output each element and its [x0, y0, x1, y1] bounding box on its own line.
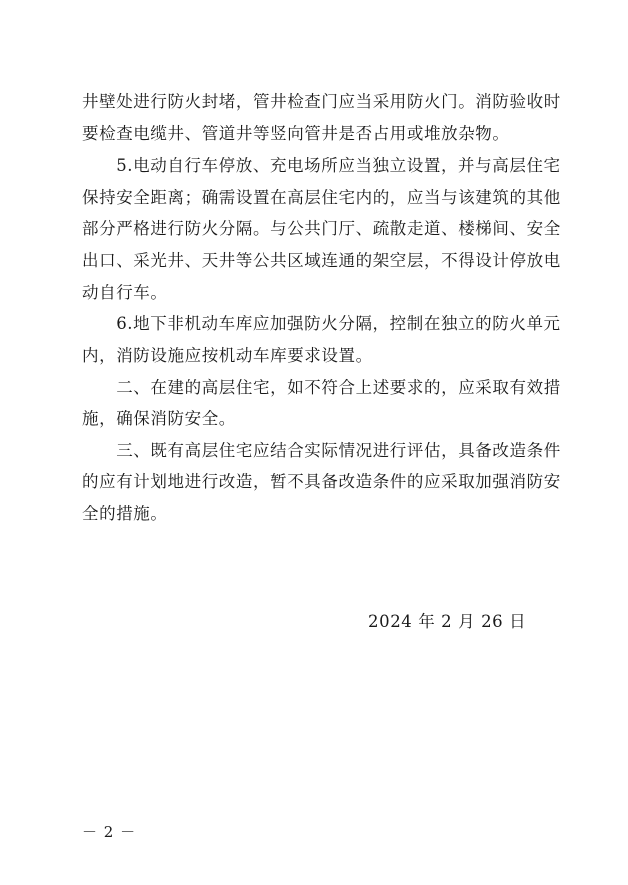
body-text-line: 出口、采光井、天井等公共区域连通的架空层，不得设计停放电	[82, 251, 561, 270]
body-text-line: 部分严格进行防火分隔。与公共门厅、疏散走道、楼梯间、安全	[82, 219, 561, 238]
body-text-line: 三、既有高层住宅应结合实际情况进行评估，具备改造条件	[82, 441, 561, 460]
document-date: 2024 年 2 月 26 日	[368, 612, 527, 631]
body-text-line: 全的措施。	[82, 504, 168, 523]
body-text-line: 6.地下非机动车库应加强防火分隔，控制在独立的防火单元	[82, 314, 561, 333]
body-text-line: 内，消防设施应按机动车库要求设置。	[82, 346, 373, 365]
body-text-line: 5.电动自行车停放、充电场所应当独立设置，并与高层住宅	[82, 156, 561, 175]
body-text-line: 要检查电缆井、管道井等竖向管井是否占用或堆放杂物。	[82, 124, 510, 143]
body-text-line: 的应有计划地进行改造，暂不具备改造条件的应采取加强消防安	[82, 472, 561, 491]
page-number: － 2 －	[82, 823, 137, 841]
body-text-line: 保持安全距离；确需设置在高层住宅内的，应当与该建筑的其他	[82, 188, 561, 207]
body-text-line: 动自行车。	[82, 283, 168, 302]
body-text-line: 二、在建的高层住宅，如不符合上述要求的，应采取有效措	[82, 378, 561, 397]
body-text-line: 井壁处进行防火封堵，管井检查门应当采用防火门。消防验收时	[82, 92, 561, 111]
body-text-line: 施，确保消防安全。	[82, 409, 236, 428]
